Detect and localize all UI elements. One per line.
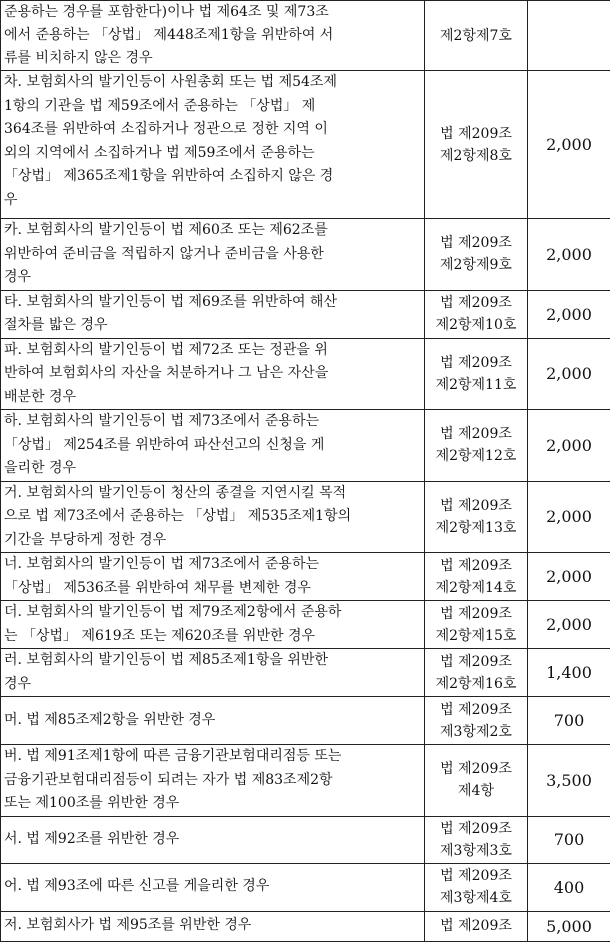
table-row	[1, 481, 610, 553]
table-row	[1, 553, 610, 601]
table-row	[1, 338, 610, 410]
fine-amount	[528, 1, 610, 71]
fine-table-body	[1, 1, 610, 942]
violation-description	[1, 697, 425, 745]
fine-amount: 2,000	[528, 71, 610, 219]
legal-basis	[425, 601, 528, 649]
violation-description	[1, 338, 425, 410]
violation-description	[1, 649, 425, 697]
legal-basis	[425, 745, 528, 817]
description-line: 더. 보험회사의 발기인등이 법 제79조제2항에서 준용하	[4, 601, 422, 625]
description-line: 절차를 밟은 경우	[4, 314, 422, 338]
table-row	[1, 601, 610, 649]
description-line: 을리한 경우	[4, 457, 422, 481]
description-line: 외의 지역에서 소집하거나 법 제59조에서 준용하는	[4, 142, 422, 166]
legal-basis	[425, 481, 528, 553]
description-line: 버. 법 제91조제1항에 따른 금융기관보험대리점등 또는	[4, 745, 422, 769]
legal-basis-line: 제2항제15호	[425, 625, 527, 647]
legal-basis-line: 법 제209조	[425, 818, 527, 840]
legal-basis-line: 제2항제11호	[425, 374, 527, 396]
fine-amount: 2,000	[528, 601, 610, 649]
violation-description	[1, 290, 425, 338]
description-line: 차. 보험회사의 발기인등이 사원총회 또는 법 제54조제	[4, 71, 422, 95]
description-line: 러. 보험회사의 발기인등이 법 제85조제1항을 위반한	[4, 649, 422, 673]
description-line: 위반하여 준비금을 적립하지 않거나 준비금을 사용한	[4, 243, 422, 267]
legal-basis	[425, 290, 528, 338]
legal-basis-line: 법 제209조	[425, 123, 527, 145]
table-row	[1, 911, 610, 941]
description-line: 거. 보험회사의 발기인등이 청산의 종결을 지연시킬 목적	[4, 482, 422, 506]
fine-amount: 2,000	[528, 410, 610, 482]
table-row	[1, 410, 610, 482]
description-line: 류를 비치하지 않은 경우	[4, 47, 422, 70]
legal-basis	[425, 219, 528, 291]
legal-basis-line: 법 제209조	[425, 651, 527, 673]
legal-basis-line: 법 제209조	[425, 603, 527, 625]
description-line: 으로 법 제73조에서 준용하는 「상법」 제535조제1항의	[4, 505, 422, 529]
legal-basis-line: 법 제209조	[425, 495, 527, 517]
fine-amount: 2,000	[528, 481, 610, 553]
legal-basis-line: 법 제209조	[425, 352, 527, 374]
legal-basis-line: 제3항제2호	[425, 721, 527, 743]
fine-amount: 2,000	[528, 290, 610, 338]
fine-amount: 3,500	[528, 745, 610, 817]
legal-basis	[425, 338, 528, 410]
legal-basis	[425, 697, 528, 745]
legal-basis-line: 법 제209조	[425, 758, 527, 780]
table-row	[1, 863, 610, 911]
violation-description	[1, 745, 425, 817]
description-line: 파. 보험회사의 발기인등이 법 제72조 또는 정관을 위	[4, 339, 422, 363]
violation-description	[1, 863, 425, 911]
table-row	[1, 1, 610, 71]
legal-basis	[425, 649, 528, 697]
description-line: 「상법」 제536조를 위반하여 채무를 변제한 경우	[4, 577, 422, 601]
fine-amount: 700	[528, 697, 610, 745]
legal-basis	[425, 410, 528, 482]
legal-basis-line: 법 제209조	[425, 555, 527, 577]
table-row	[1, 649, 610, 697]
legal-basis	[425, 1, 528, 71]
description-line: 「상법」 제365조제1항을 위반하여 소집하지 않은 경	[4, 165, 422, 189]
description-line: 서. 법 제92조를 위반한 경우	[4, 828, 422, 852]
description-line: 「상법」 제254조를 위반하여 파산선고의 신청을 게	[4, 434, 422, 458]
legal-basis-line: 제3항제3호	[425, 840, 527, 862]
violation-description	[1, 219, 425, 291]
description-line: 준용하는 경우를 포함한다)이나 법 제64조 및 제73조	[4, 1, 422, 24]
legal-basis-line: 법 제209조	[425, 292, 527, 314]
legal-basis-line: 제4항	[425, 780, 527, 802]
description-line: 반하여 보험회사의 자산을 처분하거나 그 남은 자산을	[4, 362, 422, 386]
description-line: 1항의 기관을 법 제59조에서 준용하는 「상법」 제	[4, 95, 422, 119]
violation-description	[1, 911, 425, 941]
legal-basis-line: 제2항제8호	[425, 145, 527, 167]
fine-amount: 2,000	[528, 553, 610, 601]
description-line: 경우	[4, 673, 422, 697]
description-line: 우	[4, 189, 422, 213]
legal-basis	[425, 816, 528, 863]
description-line: 배분한 경우	[4, 386, 422, 410]
violation-description	[1, 1, 425, 71]
description-line: 기간을 부당하게 정한 경우	[4, 529, 422, 553]
violation-description	[1, 71, 425, 219]
description-line: 어. 법 제93조에 따른 신고를 게을리한 경우	[4, 875, 422, 899]
table-row	[1, 290, 610, 338]
fine-amount: 5,000	[528, 911, 610, 941]
legal-basis-line: 제2항제7호	[425, 25, 527, 47]
description-line: 364조를 위반하여 소집하거나 정관으로 정한 지역 이	[4, 118, 422, 142]
legal-basis-line: 법 제209조	[425, 699, 527, 721]
legal-basis-line: 제3항제4호	[425, 887, 527, 909]
legal-basis-line: 제2항제16호	[425, 673, 527, 695]
description-line: 하. 보험회사의 발기인등이 법 제73조에서 준용하는	[4, 410, 422, 434]
description-line: 카. 보험회사의 발기인등이 법 제60조 또는 제62조를	[4, 219, 422, 243]
table-row	[1, 697, 610, 745]
violation-description	[1, 481, 425, 553]
description-line: 또는 제100조를 위반한 경우	[4, 792, 422, 816]
legal-basis-line: 제2항제14호	[425, 577, 527, 599]
description-line: 머. 법 제85조제2항을 위반한 경우	[4, 709, 422, 733]
violation-description	[1, 601, 425, 649]
description-line: 에서 준용하는 「상법」 제448조제1항을 위반하여 서	[4, 24, 422, 47]
legal-basis-line: 제2항제10호	[425, 314, 527, 336]
legal-basis	[425, 911, 528, 941]
legal-basis-line: 법 제209조	[425, 232, 527, 254]
description-line: 금융기관보험대리점등이 되려는 자가 법 제83조제2항	[4, 769, 422, 793]
legal-basis-line: 제2항제13호	[425, 517, 527, 539]
legal-basis	[425, 863, 528, 911]
legal-basis-line: 제2항제9호	[425, 254, 527, 276]
fine-amount: 700	[528, 816, 610, 863]
table-row	[1, 71, 610, 219]
legal-basis-line: 법 제209조	[425, 865, 527, 887]
violation-description	[1, 553, 425, 601]
legal-basis	[425, 553, 528, 601]
description-line: 타. 보험회사의 발기인등이 법 제69조를 위반하여 해산	[4, 291, 422, 315]
description-line: 는 「상법」 제619조 또는 제620조를 위반한 경우	[4, 625, 422, 649]
description-line: 저. 보험회사가 법 제95조를 위반한 경우	[4, 914, 422, 938]
description-line: 경우	[4, 266, 422, 290]
fine-amount: 400	[528, 863, 610, 911]
table-row	[1, 745, 610, 817]
legal-basis	[425, 71, 528, 219]
table-row	[1, 816, 610, 863]
violation-description	[1, 816, 425, 863]
fine-amount: 2,000	[528, 338, 610, 410]
violation-description	[1, 410, 425, 482]
table-row	[1, 219, 610, 291]
fine-amount: 1,400	[528, 649, 610, 697]
legal-basis-line: 제2항제12호	[425, 445, 527, 467]
legal-basis-line: 법 제209조	[425, 915, 527, 937]
fine-amount: 2,000	[528, 219, 610, 291]
description-line: 너. 보험회사의 발기인등이 법 제73조에서 준용하는	[4, 553, 422, 577]
legal-basis-line: 법 제209조	[425, 423, 527, 445]
